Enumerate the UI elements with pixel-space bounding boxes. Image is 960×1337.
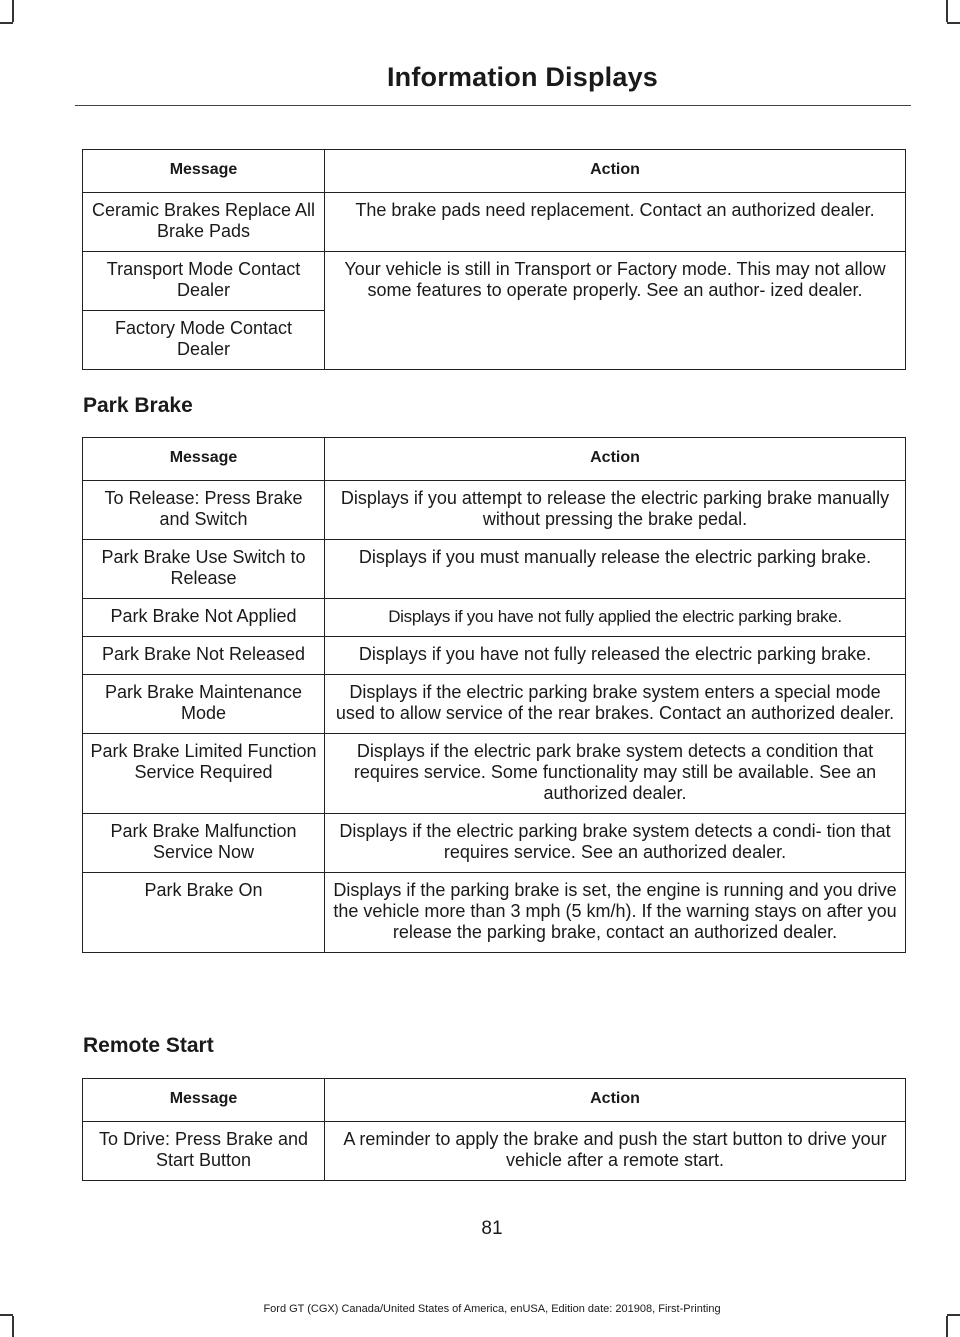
message-cell: Park Brake Limited Function Service Required	[83, 734, 325, 814]
table-row	[83, 675, 906, 734]
message-cell: Park Brake Maintenance Mode	[83, 675, 325, 734]
message-cell: Transport Mode Contact Dealer	[83, 252, 325, 311]
column-header-message: Message	[83, 438, 325, 481]
message-cell: To Drive: Press Brake and Start Button	[83, 1122, 325, 1181]
crop-mark	[946, 0, 948, 22]
action-cell: Displays if you attempt to release the electric parking brake manually without pressing the brake pedal.	[325, 481, 906, 540]
crop-mark	[947, 22, 960, 24]
column-header-action: Action	[325, 150, 906, 193]
table-row	[83, 873, 906, 953]
action-cell: Displays if the parking brake is set, the engine is running and you drive the vehicle more than 3 mph (5 km/h). If the warning stays on after you release the parking brake, contact an authorized dealer.	[325, 873, 906, 953]
park-brake-message-table	[82, 437, 906, 953]
message-cell: Park Brake Malfunction Service Now	[83, 814, 325, 873]
column-header-message: Message	[83, 1079, 325, 1122]
action-cell: Displays if you have not fully applied the electric parking brake.	[325, 599, 906, 637]
table-header-row	[83, 438, 906, 481]
table-row	[83, 540, 906, 599]
table-row	[83, 637, 906, 675]
action-cell: Displays if you must manually release the electric parking brake.	[325, 540, 906, 599]
crop-mark	[12, 1316, 14, 1337]
remote-start-message-table	[82, 1078, 906, 1181]
message-cell: Park Brake Not Released	[83, 637, 325, 675]
message-cell: Park Brake Not Applied	[83, 599, 325, 637]
column-header-action: Action	[325, 438, 906, 481]
message-cell: Park Brake Use Switch to Release	[83, 540, 325, 599]
footer-edition-info: Ford GT (CGX) Canada/United States of America, enUSA, Edition date: 201908, First-Printing	[263, 1303, 721, 1315]
crop-mark	[12, 0, 14, 22]
crop-mark	[0, 22, 13, 24]
column-header-action: Action	[325, 1079, 906, 1122]
header-divider	[75, 105, 911, 106]
section-heading-remote-start: Remote Start	[83, 1034, 214, 1057]
table-row	[83, 481, 906, 540]
table-row	[83, 734, 906, 814]
table-header-row	[83, 150, 906, 193]
action-cell: Displays if you have not fully released the electric parking brake.	[325, 637, 906, 675]
table-row	[83, 599, 906, 637]
table-row	[83, 252, 906, 311]
action-cell: The brake pads need replacement. Contact an authorized dealer.	[325, 193, 906, 252]
action-cell: Your vehicle is still in Transport or Factory mode. This may not allow some features to operate properly. See an author- ized dealer.	[325, 252, 906, 370]
page-number: 81	[481, 1218, 503, 1239]
brakes-mode-message-table	[82, 149, 906, 370]
message-cell: Ceramic Brakes Replace All Brake Pads	[83, 193, 325, 252]
section-heading-park-brake: Park Brake	[83, 394, 193, 417]
table-row	[83, 1122, 906, 1181]
action-cell: Displays if the electric parking brake system detects a condi- tion that requires service. See an authorized dealer.	[325, 814, 906, 873]
column-header-message: Message	[83, 150, 325, 193]
message-cell: Factory Mode Contact Dealer	[83, 311, 325, 370]
message-cell: Park Brake On	[83, 873, 325, 953]
table-header-row	[83, 1079, 906, 1122]
action-cell: Displays if the electric park brake system detects a condition that requires service. Some functionality may still be available. See an authorized dealer.	[325, 734, 906, 814]
action-cell: A reminder to apply the brake and push the start button to drive your vehicle after a remote start.	[325, 1122, 906, 1181]
crop-mark	[946, 1316, 948, 1337]
page-title: Information Displays	[386, 62, 658, 92]
message-cell: To Release: Press Brake and Switch	[83, 481, 325, 540]
table-row	[83, 193, 906, 252]
table-row	[83, 814, 906, 873]
action-cell: Displays if the electric parking brake system enters a special mode used to allow service of the rear brakes. Contact an authorized dealer.	[325, 675, 906, 734]
